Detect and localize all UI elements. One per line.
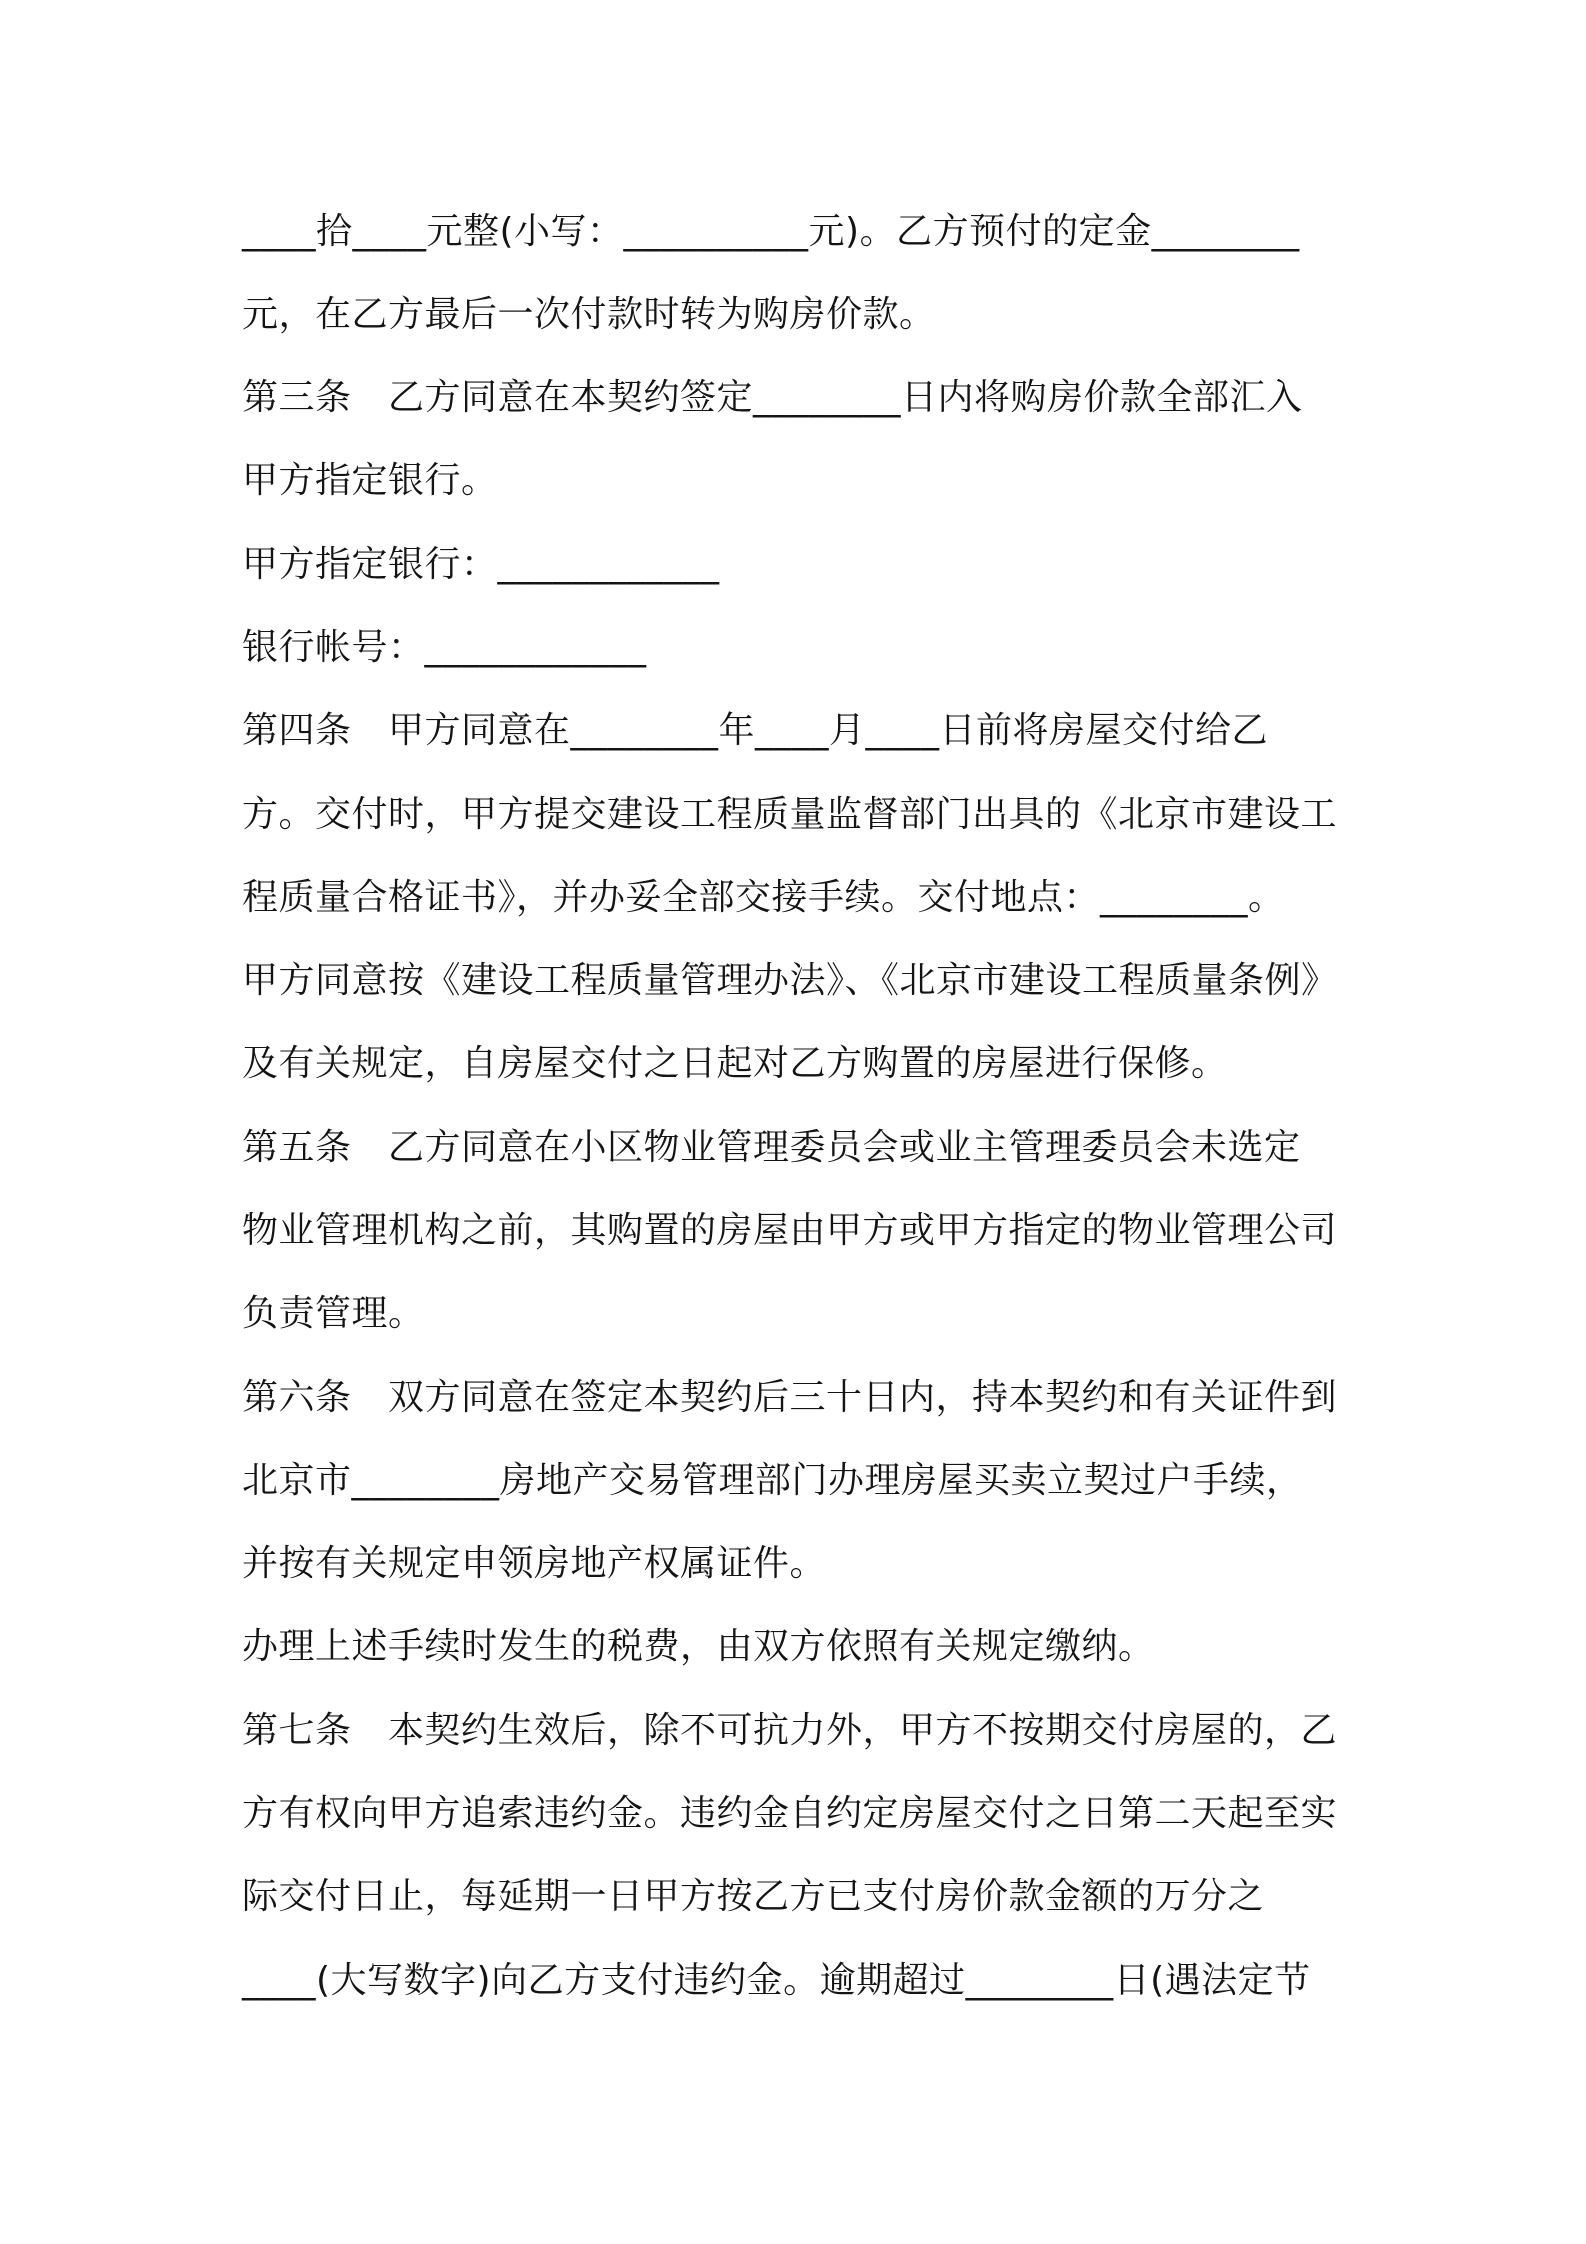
text-line: 元，在乙方最后一次付款时转为购房价款。 bbox=[242, 294, 936, 335]
text-line: 方。交付时，甲方提交建设工程质量监督部门出具的《北京市建设工 bbox=[242, 794, 1338, 835]
article-5-heading-line: 第五条 乙方同意在小区物业管理委员会或业主管理委员会未选定 bbox=[242, 1127, 1301, 1168]
text-line: 物业管理机构之前，其购置的房屋由甲方或甲方指定的物业管理公司 bbox=[242, 1210, 1338, 1251]
text-line: ____拾____元整(小写：__________元)。乙方预付的定金________ bbox=[242, 211, 1300, 252]
text-line: 及有关规定，自房屋交付之日起对乙方购置的房屋进行保修。 bbox=[242, 1043, 1228, 1084]
text-line: 并按有关规定申领房地产权属证件。 bbox=[242, 1543, 827, 1584]
text-line: 办理上述手续时发生的税费，由双方依照有关规定缴纳。 bbox=[242, 1626, 1155, 1667]
bank-name-line: 甲方指定银行：____________ bbox=[242, 544, 720, 585]
text-line: 程质量合格证书》，并办妥全部交接手续。交付地点：________。 bbox=[242, 877, 1285, 918]
text-line: 甲方指定银行。 bbox=[242, 460, 498, 501]
bank-account-line: 银行帐号：____________ bbox=[242, 627, 647, 668]
text-line: 方有权向甲方追索违约金。违约金自约定房屋交付之日第二天起至实 bbox=[242, 1793, 1338, 1834]
text-line: 负责管理。 bbox=[242, 1293, 425, 1334]
text-line: 甲方同意按《建设工程质量管理办法》、《北京市建设工程质量条例》 bbox=[242, 960, 1338, 1001]
article-6-heading-line: 第六条 双方同意在签定本契约后三十日内，持本契约和有关证件到 bbox=[242, 1377, 1338, 1418]
text-line: ____(大写数字)向乙方支付违约金。逾期超过________日(遇法定节 bbox=[242, 1960, 1311, 2001]
article-3-heading-line: 第三条 乙方同意在本契约签定________日内将购房价款全部汇入 bbox=[242, 377, 1303, 418]
article-4-heading-line: 第四条 甲方同意在________年____月____日前将房屋交付给乙 bbox=[242, 710, 1269, 751]
text-line: 际交付日止，每延期一日甲方按乙方已支付房价款金额的万分之 bbox=[242, 1876, 1265, 1917]
article-7-heading-line: 第七条 本契约生效后，除不可抗力外，甲方不按期交付房屋的，乙 bbox=[242, 1710, 1338, 1751]
text-line: 北京市________房地产交易管理部门办理房屋买卖立契过户手续， bbox=[242, 1460, 1303, 1501]
